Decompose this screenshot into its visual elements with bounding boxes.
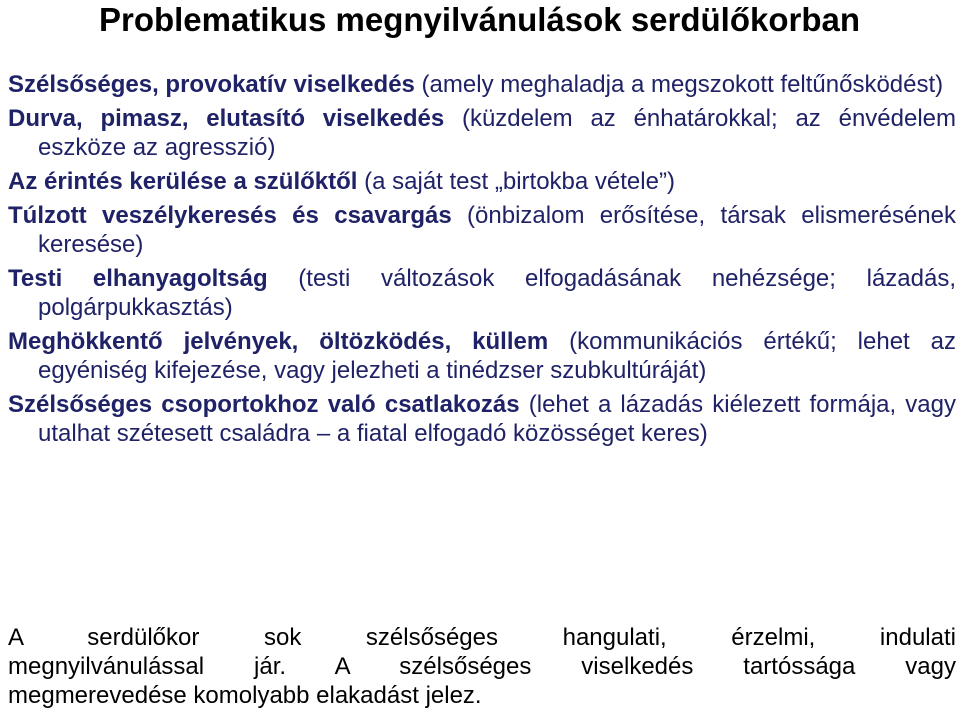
item-description: (lehet a lázadás kiélezett formája, vagy utalhat szétesett családra – a fiatal elfogadó közösséget keres) (38, 391, 957, 447)
item-description: (küzdelem az énhatárokkal; az énvédelem eszköze az agresszió) (38, 105, 956, 161)
item-key: Túlzott veszélykeresés és csavargás (8, 202, 452, 229)
item-description: (testi változások elfogadásának nehézsége; lázadás, polgárpukkasztás) (38, 265, 956, 321)
summary-paragraph (8, 623, 956, 710)
item-key: Az érintés kerülése a szülőktől (8, 168, 358, 195)
list-item (8, 327, 956, 385)
list-item (8, 264, 956, 322)
item-description: (amely meghaladja a megszokott feltűnősködést) (414, 71, 944, 98)
item-key: Durva, pimasz, elutasító viselkedés (8, 105, 445, 132)
summary-line: megmerevedése komolyabb elakadást jelez. (8, 682, 482, 709)
problem-list (8, 70, 956, 448)
item-description: (kommunikációs értékű; lehet az egyéniség kifejezése, vagy jelezheti a tinédzser szubkultúráját) (38, 328, 956, 384)
page-title: Problematikus megnyilvánulások serdülőkorban (98, 1, 861, 38)
summary-line: megnyilvánulással jár. A szélsőséges viselkedés tartóssága vagy (8, 653, 956, 680)
item-key: Szélsőséges, provokatív viselkedés (8, 71, 415, 98)
list-item (8, 70, 956, 99)
list-item (8, 167, 956, 196)
summary-line: A serdülőkor sok szélsőséges hangulati, érzelmi, indulati (8, 624, 956, 651)
item-key: Szélsőséges csoportokhoz való csatlakozás (8, 391, 520, 418)
list-item (8, 390, 956, 448)
item-description: (a saját test „birtokba vétele”) (357, 168, 675, 195)
item-description: (önbizalom erősítése, társak elismerésének keresése) (38, 202, 956, 258)
list-item (8, 201, 956, 259)
list-item (8, 104, 956, 162)
item-key: Meghökkentő jelvények, öltözködés, küllem (8, 328, 549, 355)
item-key: Testi elhanyagoltság (8, 265, 268, 292)
